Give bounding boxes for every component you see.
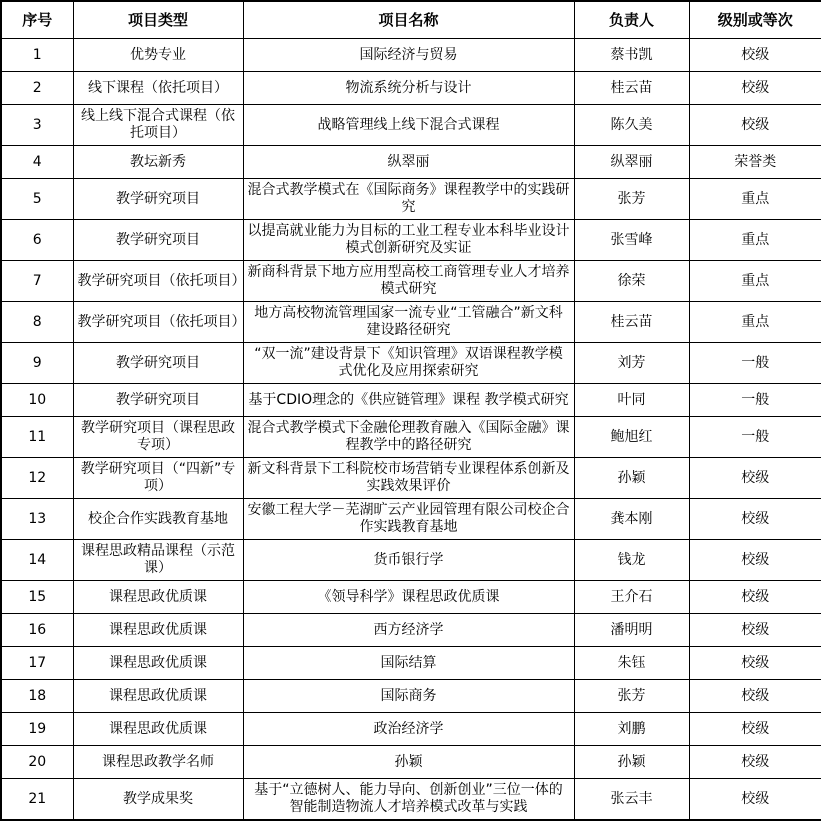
- cell-level: 校级: [689, 647, 821, 680]
- table-row: [1, 39, 821, 72]
- cell-index: 18: [1, 680, 73, 713]
- col-header-leader: 负责人: [574, 1, 689, 39]
- cell-index: 6: [1, 220, 73, 261]
- table-row: [1, 779, 821, 821]
- table-row: [1, 713, 821, 746]
- cell-type: 课程思政优质课: [73, 614, 243, 647]
- table-row: [1, 179, 821, 220]
- cell-type: 教学研究项目: [73, 343, 243, 384]
- cell-level: 校级: [689, 39, 821, 72]
- cell-leader: 龚本刚: [574, 499, 689, 540]
- cell-name: 以提高就业能力为目标的工业工程专业本科毕业设计模式创新研究及实证: [243, 220, 574, 261]
- cell-level: 重点: [689, 220, 821, 261]
- cell-level: 校级: [689, 614, 821, 647]
- table-header: [1, 1, 821, 39]
- cell-type: 线下课程（依托项目）: [73, 72, 243, 105]
- cell-type: 优势专业: [73, 39, 243, 72]
- cell-type: 教学研究项目（依托项目）: [73, 261, 243, 302]
- table-row: [1, 261, 821, 302]
- cell-name: 纵翠丽: [243, 146, 574, 179]
- table-row: [1, 458, 821, 499]
- cell-leader: 朱钰: [574, 647, 689, 680]
- cell-type: 课程思政优质课: [73, 713, 243, 746]
- cell-level: 荣誉类: [689, 146, 821, 179]
- cell-index: 9: [1, 343, 73, 384]
- cell-level: 校级: [689, 105, 821, 146]
- cell-leader: 蔡书凯: [574, 39, 689, 72]
- table-body: [1, 39, 821, 821]
- cell-index: 19: [1, 713, 73, 746]
- cell-level: 校级: [689, 680, 821, 713]
- cell-name: 物流系统分析与设计: [243, 72, 574, 105]
- cell-index: 1: [1, 39, 73, 72]
- cell-index: 11: [1, 417, 73, 458]
- cell-index: 3: [1, 105, 73, 146]
- cell-leader: 王介石: [574, 581, 689, 614]
- cell-level: 校级: [689, 499, 821, 540]
- cell-level: 校级: [689, 713, 821, 746]
- cell-type: 课程思政教学名师: [73, 746, 243, 779]
- cell-type: 线上线下混合式课程（依托项目）: [73, 105, 243, 146]
- header-row: [1, 1, 821, 39]
- cell-name: 政治经济学: [243, 713, 574, 746]
- cell-name: 新商科背景下地方应用型高校工商管理专业人才培养模式研究: [243, 261, 574, 302]
- cell-index: 15: [1, 581, 73, 614]
- cell-name: 新文科背景下工科院校市场营销专业课程体系创新及实践效果评价: [243, 458, 574, 499]
- cell-index: 21: [1, 779, 73, 821]
- cell-name: 《领导科学》课程思政优质课: [243, 581, 574, 614]
- cell-type: 课程思政优质课: [73, 581, 243, 614]
- cell-type: 教学成果奖: [73, 779, 243, 821]
- cell-name: 孙颖: [243, 746, 574, 779]
- cell-type: 教学研究项目: [73, 384, 243, 417]
- cell-type: 校企合作实践教育基地: [73, 499, 243, 540]
- cell-level: 一般: [689, 343, 821, 384]
- cell-name: 国际商务: [243, 680, 574, 713]
- cell-leader: 纵翠丽: [574, 146, 689, 179]
- cell-leader: 张云丰: [574, 779, 689, 821]
- cell-name: 货币银行学: [243, 540, 574, 581]
- col-header-name: 项目名称: [243, 1, 574, 39]
- col-header-level: 级别或等次: [689, 1, 821, 39]
- cell-type: 教坛新秀: [73, 146, 243, 179]
- cell-index: 7: [1, 261, 73, 302]
- table-row: [1, 302, 821, 343]
- table-row: [1, 384, 821, 417]
- table-row: [1, 146, 821, 179]
- cell-name: 混合式教学模式下金融伦理教育融入《国际金融》课程教学中的路径研究: [243, 417, 574, 458]
- table-row: [1, 680, 821, 713]
- cell-index: 10: [1, 384, 73, 417]
- cell-leader: 刘芳: [574, 343, 689, 384]
- cell-level: 校级: [689, 779, 821, 821]
- cell-name: 战略管理线上线下混合式课程: [243, 105, 574, 146]
- table-row: [1, 581, 821, 614]
- cell-index: 12: [1, 458, 73, 499]
- table-row: [1, 647, 821, 680]
- cell-type: 教学研究项目（“四新”专项）: [73, 458, 243, 499]
- table-row: [1, 540, 821, 581]
- cell-level: 重点: [689, 302, 821, 343]
- table-row: [1, 499, 821, 540]
- cell-index: 16: [1, 614, 73, 647]
- cell-type: 教学研究项目: [73, 220, 243, 261]
- cell-leader: 陈久美: [574, 105, 689, 146]
- cell-type: 教学研究项目（课程思政专项）: [73, 417, 243, 458]
- cell-leader: 桂云苗: [574, 302, 689, 343]
- cell-index: 5: [1, 179, 73, 220]
- cell-index: 17: [1, 647, 73, 680]
- cell-name: 国际结算: [243, 647, 574, 680]
- cell-type: 课程思政精品课程（示范课）: [73, 540, 243, 581]
- cell-level: 一般: [689, 417, 821, 458]
- table-row: [1, 220, 821, 261]
- cell-level: 校级: [689, 746, 821, 779]
- table-row: [1, 343, 821, 384]
- cell-index: 13: [1, 499, 73, 540]
- cell-leader: 钱龙: [574, 540, 689, 581]
- cell-name: 地方高校物流管理国家一流专业“工管融合”新文科建设路径研究: [243, 302, 574, 343]
- cell-index: 2: [1, 72, 73, 105]
- cell-level: 重点: [689, 179, 821, 220]
- cell-index: 14: [1, 540, 73, 581]
- cell-leader: 桂云苗: [574, 72, 689, 105]
- cell-leader: 孙颖: [574, 746, 689, 779]
- cell-type: 课程思政优质课: [73, 647, 243, 680]
- cell-name: 基于“立德树人、能力导向、创新创业”三位一体的智能制造物流人才培养模式改革与实践: [243, 779, 574, 821]
- cell-leader: 刘鹏: [574, 713, 689, 746]
- cell-level: 校级: [689, 458, 821, 499]
- cell-leader: 潘明明: [574, 614, 689, 647]
- cell-level: 校级: [689, 540, 821, 581]
- cell-name: 基于CDIO理念的《供应链管理》课程 教学模式研究: [243, 384, 574, 417]
- cell-type: 课程思政优质课: [73, 680, 243, 713]
- table-row: [1, 746, 821, 779]
- cell-level: 校级: [689, 72, 821, 105]
- cell-leader: 孙颖: [574, 458, 689, 499]
- cell-leader: 张芳: [574, 179, 689, 220]
- cell-level: 一般: [689, 384, 821, 417]
- cell-leader: 徐荣: [574, 261, 689, 302]
- cell-leader: 张芳: [574, 680, 689, 713]
- cell-level: 校级: [689, 581, 821, 614]
- cell-leader: 鲍旭红: [574, 417, 689, 458]
- cell-name: 混合式教学模式在《国际商务》课程教学中的实践研究: [243, 179, 574, 220]
- cell-name: 国际经济与贸易: [243, 39, 574, 72]
- col-header-index: 序号: [1, 1, 73, 39]
- table-row: [1, 417, 821, 458]
- cell-index: 20: [1, 746, 73, 779]
- cell-index: 8: [1, 302, 73, 343]
- cell-level: 重点: [689, 261, 821, 302]
- table-row: [1, 72, 821, 105]
- table-row: [1, 614, 821, 647]
- cell-name: “双一流”建设背景下《知识管理》双语课程教学模式优化及应用探索研究: [243, 343, 574, 384]
- table-row: [1, 105, 821, 146]
- col-header-type: 项目类型: [73, 1, 243, 39]
- cell-index: 4: [1, 146, 73, 179]
- cell-leader: 叶同: [574, 384, 689, 417]
- cell-type: 教学研究项目: [73, 179, 243, 220]
- cell-type: 教学研究项目（依托项目）: [73, 302, 243, 343]
- cell-leader: 张雪峰: [574, 220, 689, 261]
- cell-name: 西方经济学: [243, 614, 574, 647]
- cell-name: 安徽工程大学－芜湖旷云产业园管理有限公司校企合作实践教育基地: [243, 499, 574, 540]
